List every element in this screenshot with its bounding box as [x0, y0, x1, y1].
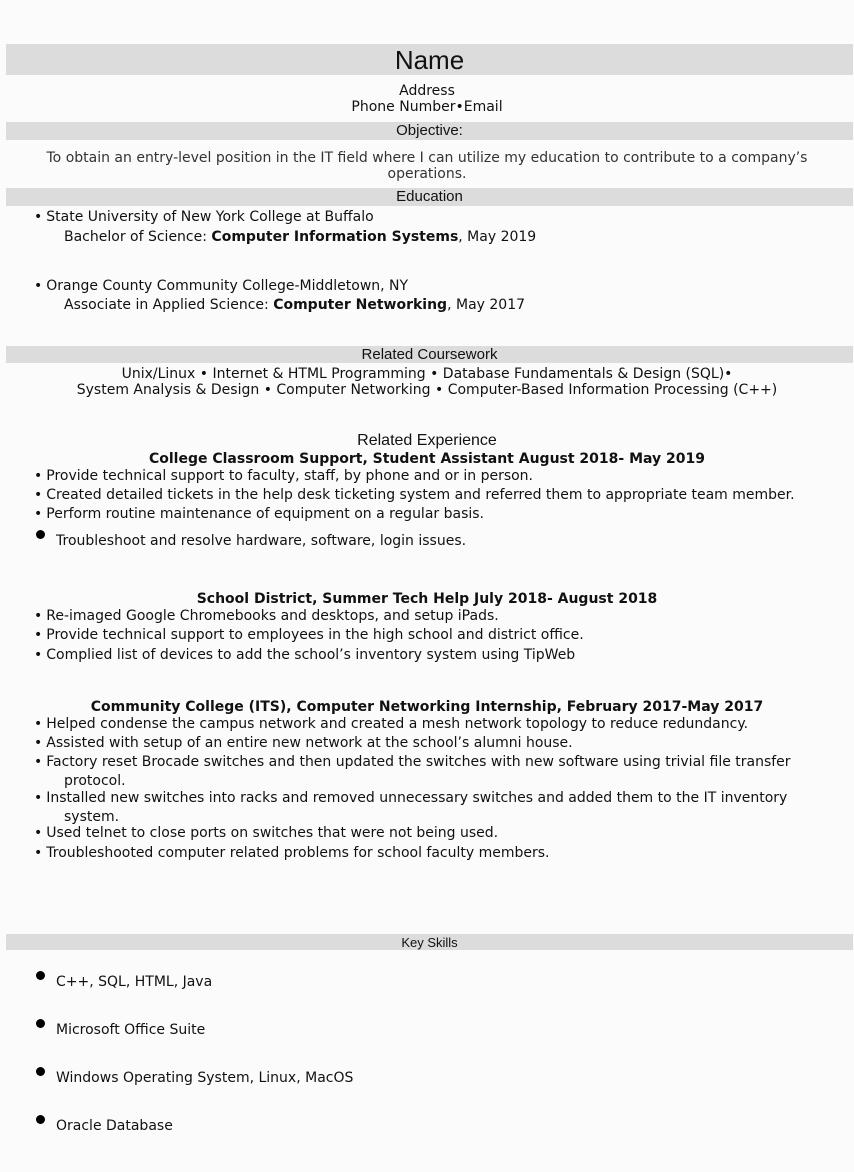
job3-bullet-6: • Troubleshooted computer related problems for school faculty members. — [34, 845, 550, 861]
job-title-1: College Classroom Support, Student Assistant August 2018- May 2019 — [148, 451, 705, 467]
job1-bullet-2: • Created detailed tickets in the help desk ticketing system and referred them to appropriate team member. — [34, 487, 795, 503]
coursework-band — [6, 346, 853, 363]
job2-bullet-3: • Complied list of devices to add the school’s inventory system using TipWeb — [34, 647, 575, 663]
job3-bullet-4-cont: system. — [64, 809, 120, 825]
address: Address — [399, 83, 455, 99]
coursework-line2: System Analysis & Design • Computer Networking • Computer-Based Information Processing (C++) — [76, 382, 778, 398]
job3-bullet-4: • Installed new switches into racks and removed unnecessary switches and added them to the IT inventory — [34, 790, 787, 806]
bullet-icon — [36, 971, 45, 980]
education-degree-2: Associate in Applied Science: Computer Networking, May 2017 — [64, 297, 526, 313]
skill-item-2: Microsoft Office Suite — [56, 1022, 206, 1038]
job3-bullet-5: • Used telnet to close ports on switches that were not being used. — [34, 825, 498, 841]
job3-bullet-1: • Helped condense the campus network and created a mesh network topology to reduce redundancy. — [34, 716, 748, 732]
skill-item-1: C++, SQL, HTML, Java — [56, 974, 213, 990]
job3-bullet-3: • Factory reset Brocade switches and then updated the switches with new software using trivial file transfer — [34, 754, 791, 770]
bullet-icon — [36, 530, 45, 539]
coursework-line1: Unix/Linux • Internet & HTML Programming • Database Fundamentals & Design (SQL)• — [121, 366, 733, 382]
education-school-1: • State University of New York College at Buffalo — [34, 209, 374, 225]
education-heading: Education — [396, 188, 463, 205]
bullet-icon — [36, 1115, 45, 1124]
skills-heading: Key Skills — [401, 935, 458, 950]
coursework-heading: Related Coursework — [361, 346, 498, 363]
contact-line: Phone Number•Email — [351, 99, 503, 115]
experience-heading: Related Experience — [357, 432, 497, 449]
education-degree-1: Bachelor of Science: Computer Information Systems, May 2019 — [64, 229, 537, 245]
objective-text-line2: operations. — [387, 166, 467, 182]
resume-name: Name — [394, 45, 465, 75]
job2-bullet-1: • Re-imaged Google Chromebooks and desktops, and setup iPads. — [34, 608, 499, 624]
job3-bullet-2: • Assisted with setup of an entire new network at the school’s alumni house. — [34, 735, 573, 751]
bullet-icon — [36, 1067, 45, 1076]
job2-bullet-2: • Provide technical support to employees in the high school and district office. — [34, 627, 584, 643]
bullet-icon — [36, 1019, 45, 1028]
skill-item-3: Windows Operating System, Linux, MacOS — [56, 1070, 354, 1086]
skill-item-4: Oracle Database — [56, 1118, 173, 1134]
job3-bullet-3-cont: protocol. — [64, 773, 126, 789]
objective-band — [6, 122, 853, 140]
name-band — [6, 44, 853, 75]
education-band — [6, 188, 853, 206]
job1-bullet-4: Troubleshoot and resolve hardware, software, login issues. — [56, 533, 467, 549]
objective-heading: Objective: — [396, 122, 463, 139]
job1-bullet-3: • Perform routine maintenance of equipment on a regular basis. — [34, 506, 484, 522]
skills-band — [6, 934, 853, 950]
job-title-2: School District, Summer Tech Help July 2018- August 2018 — [196, 591, 658, 607]
objective-text-line1: To obtain an entry-level position in the IT field where I can utilize my education to contribute to a company’s — [46, 150, 808, 166]
job-title-3: Community College (ITS), Computer Networking Internship, February 2017-May 2017 — [90, 699, 764, 715]
job1-bullet-1: • Provide technical support to faculty, staff, by phone and or in person. — [34, 468, 533, 484]
education-school-2: • Orange County Community College-Middletown, NY — [34, 278, 408, 294]
